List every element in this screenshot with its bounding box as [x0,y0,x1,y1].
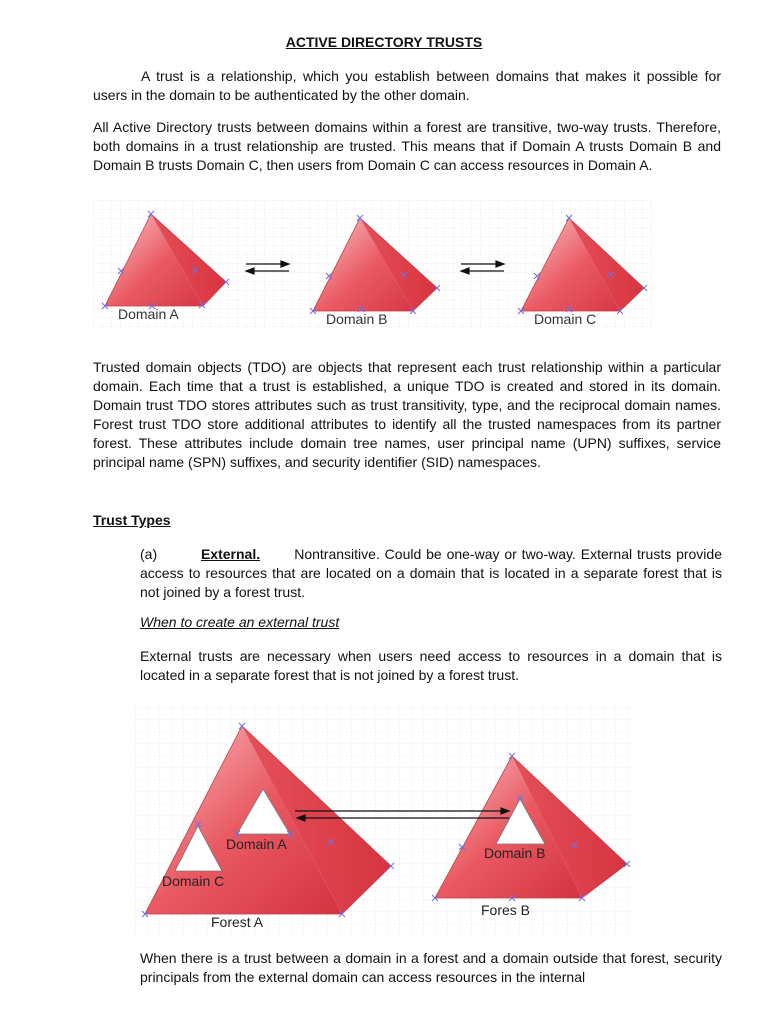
when-external-heading: When to create an external trust [140,614,340,630]
transitive-trusts-paragraph: All Active Directory trusts between domains within a forest are transitive, two-way trusts. Therefore, both domains in a trust relationship are trusted. This means that if Domain A trusts Domain B and Domain B trusts Domain C, then users from Domain C can access resources in Domain A. [93,119,721,173]
external-description: Nontransitive. Could be one-way or two-way. External trusts provide access to resources that are located on a domain that is located in a separate forest that is not joined by a forest trust. [140,546,722,600]
external-label: External. [200,546,261,562]
label-domain-a: Domain A [118,306,179,322]
label-domain-c: Domain C [534,311,597,327]
label-domain-b: Domain B [484,845,546,861]
tdo-paragraph: Trusted domain objects (TDO) are objects that represent each trust relationship within a particular domain. Each time that a trust is established, a unique TDO is created and stored in its domain. Domain trust TDO stores attributes such as trust transitivity, type, and the reciprocal domain names. Forest trust TDO store additional attributes to identify all the trusted namespaces from its partner forest. These attributes include domain tree names, user principal name (UPN) suffixes, service principal name (SPN) suffixes, and security identifier (SID) namespaces. [93,359,721,470]
page-title: ACTIVE DIRECTORY TRUSTS [285,34,483,50]
intro-paragraph: A trust is a relationship, which you establish between domains that makes it possible for users in the domain to be authenticated by the other domain. [93,68,721,103]
label-forest-b: Fores B [481,902,531,918]
trust-types-heading: Trust Types [93,512,171,528]
label-forest-a: Forest A [211,914,264,930]
external-trust-paragraph [140,545,722,602]
figure-domain-trust-chain [93,200,653,332]
label-domain-a: Domain A [226,836,287,852]
label-domain-b: Domain B [326,311,388,327]
external-necessary-paragraph: External trusts are necessary when users need access to resources in a domain that is located in a separate forest that is not joined by a forest trust. [140,648,722,683]
label-domain-c: Domain C [162,873,225,889]
figure-external-trust [135,707,632,935]
external-domain-paragraph: When there is a trust between a domain in a forest and a domain outside that forest, security principals from the external domain can access resources in the internal [140,950,722,985]
list-prefix: (a) [140,546,158,562]
